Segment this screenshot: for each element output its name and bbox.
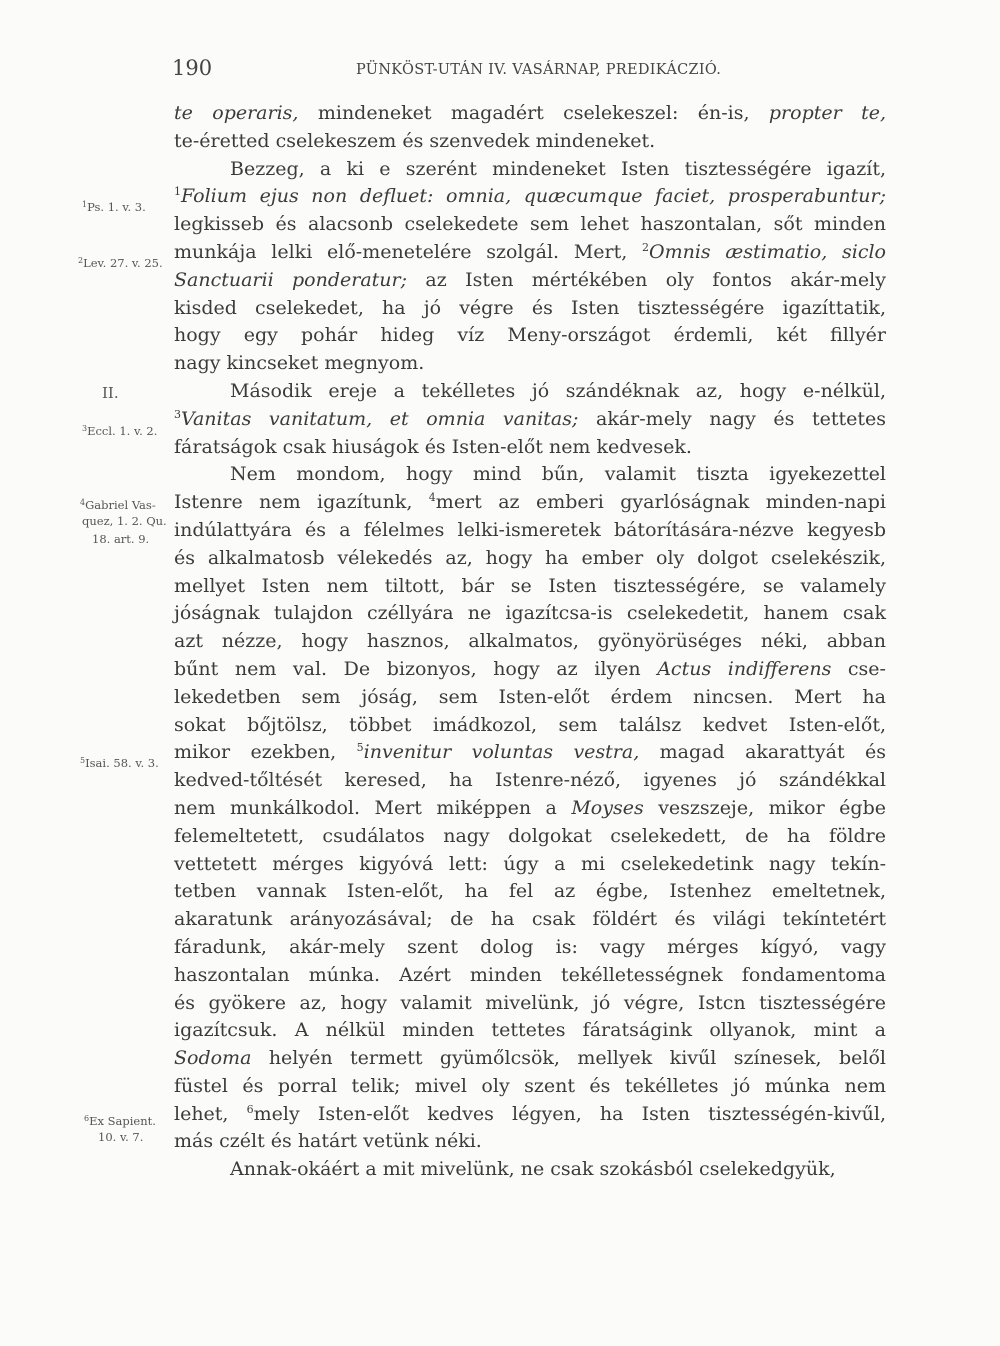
page-number: 190: [172, 56, 213, 80]
text-run: azt nézze, hogy hasznos, alkalmatos, gyönyörüséges néki, abban: [174, 630, 886, 653]
margin-note-text: 18. art. 9.: [92, 532, 150, 546]
margin-note-text: Ps. 1. v. 3.: [87, 200, 146, 214]
text-run: mely Isten-előt kedves légyen, ha Isten tisztességén-kivűl,: [253, 1102, 886, 1125]
footnote-marker: 6: [246, 1102, 254, 1116]
margin-note-text: Gabriel Vas-: [85, 498, 156, 512]
text-run: Második ereje a tekélletes jó szándéknak az, hogy e-nélkül,: [230, 379, 886, 402]
text-line: [174, 239, 886, 267]
text-line: [174, 962, 886, 990]
text-run: cse-: [831, 657, 886, 680]
text-line: [174, 573, 886, 601]
body-text: [174, 100, 886, 1184]
text-run: fáradunk, akár-mely szent dolog is: vagy mérges kígyó, vagy: [174, 935, 886, 958]
margin-note-marker: 4: [80, 498, 86, 507]
latin-phrase: Vanitas vanitatum, et omnia vanitas;: [181, 407, 579, 430]
text-run: vettetett mérges kigyóvá lett: úgy a mi cselekedetink nagy tekín-: [174, 852, 886, 875]
text-run: kisded cselekedet, ha jó végre és Isten tisztességére igazíttatik,: [174, 296, 886, 319]
margin-note-marker: 6: [84, 1114, 90, 1123]
text-line: [174, 267, 886, 295]
text-line: [174, 1045, 886, 1073]
text-line: [174, 628, 886, 656]
margin-note-marker: 5: [80, 756, 86, 765]
text-run: Istenre nem igazítunk,: [174, 491, 429, 514]
text-line: [174, 795, 886, 823]
text-line: [174, 211, 886, 239]
text-line: [174, 156, 886, 184]
text-run: füstel és porral telik; mivel oly szent és tekélletes jó múnka nem: [174, 1074, 886, 1097]
margin-note: [98, 1130, 143, 1144]
text-line: [174, 823, 886, 851]
text-run: akár-mely nagy és tettetes: [578, 407, 886, 430]
latin-phrase: Omnis æstimatio, siclo: [649, 240, 886, 263]
text-run: akaratunk arányozásával; de ha csak földért és világi tekíntetért: [174, 908, 886, 931]
text-line: [174, 100, 886, 128]
text-run: jóságnak tulajdon czéllyára ne igazítcsa-is cselekedetit, hanem csak: [174, 602, 886, 625]
text-run: mindeneket magadért cselekeszel: én-is,: [298, 102, 769, 124]
margin-note-text: 10. v. 7.: [98, 1130, 144, 1144]
margin-note: [80, 754, 159, 770]
text-run: mikor ezekben,: [174, 741, 357, 764]
text-run: az Isten mértékében oly fontos akár-mely: [407, 268, 886, 291]
text-line: [174, 183, 886, 211]
text-line: [174, 517, 886, 545]
latin-phrase: Sanctuarii ponderatur;: [174, 268, 408, 291]
margin-note: [82, 198, 146, 214]
text-run: kedved-tőltését keresed, ha Istenre-néző, igyenes jó szándékkal: [174, 769, 886, 792]
margin-note: [80, 496, 156, 512]
text-line: [174, 878, 886, 906]
margin-note-text: Lev. 27. v. 25.: [83, 256, 163, 270]
latin-phrase: Folium ejus non defluet: omnia, quæcumque faciet, prosperabuntur;: [181, 185, 886, 208]
latin-phrase: te operaris,: [174, 102, 299, 124]
margin-note-text: quez, 1. 2. Qu.: [82, 514, 167, 528]
margin-note-text: Ex Sapient.: [89, 1114, 156, 1128]
margin-note-marker: 3: [82, 424, 88, 433]
text-run: nagy kincseket megnyom.: [174, 352, 425, 375]
text-line: [174, 934, 886, 962]
text-run: lekedetben sem jóság, sem Isten-előt érdem nincsen. Mert ha: [174, 685, 886, 708]
text-line: [174, 1101, 886, 1129]
margin-note-text: Eccl. 1. v. 2.: [87, 424, 158, 438]
margin-note: [78, 254, 163, 270]
text-run: legkisseb és alacsonb cselekedete sem lehet haszontalan, sőt minden: [174, 213, 886, 236]
text-line: [174, 545, 886, 573]
margin-note-text: Isai. 58. v. 3.: [85, 756, 159, 770]
text-run: felemeltetett, csudálatos nagy dolgokat cselekedett, de ha földre: [174, 824, 886, 847]
text-line: [174, 378, 886, 406]
text-run: indúlattyára és a félelmes lelki-ismeretek bátorítására-nézve kegyesb: [174, 518, 886, 541]
margin-note: [82, 514, 167, 528]
text-run: magad akarattyát és: [639, 741, 887, 764]
running-head: PÜNKÖST-UTÁN IV. VASÁRNAP, PREDIKÁCZIÓ.: [356, 62, 722, 78]
page-header: [0, 56, 1000, 86]
text-run: mert az emberi gyarlóságnak minden-napi: [435, 491, 886, 514]
text-run: veszszeje, mikor égbe: [643, 796, 886, 819]
footnote-marker: 1: [174, 185, 181, 199]
text-run: más czélt és határt vetünk néki.: [174, 1130, 482, 1153]
latin-phrase: Moyses: [571, 796, 644, 819]
text-line: [174, 851, 886, 879]
footnote-marker: 5: [356, 741, 364, 755]
text-run: hogy egy pohár hideg víz Meny-országot érdemli, két fillyér: [174, 324, 886, 347]
text-line: [174, 600, 886, 628]
text-line: [174, 712, 886, 740]
text-line: [174, 406, 886, 434]
text-run: tetben vannak Isten-előt, ha fel az égbe, Istenhez emeltetnek,: [174, 880, 886, 903]
text-line: [174, 489, 886, 517]
margin-note: [92, 532, 149, 546]
text-run: igazítcsuk. A nélkül minden tettetes fáratságink ollyanok, mint a: [174, 1019, 886, 1042]
text-line: [174, 461, 886, 489]
text-run: te-éretted cselekeszem és szenvedek mindeneket.: [174, 129, 656, 152]
text-run: és gyökere az, hogy valamit mivelünk, jó végre, Istcn tisztességére: [174, 991, 886, 1014]
footnote-marker: 2: [642, 240, 650, 254]
text-line: [174, 656, 886, 684]
latin-phrase: propter te,: [768, 102, 886, 124]
text-run: helyén termett gyümőlcsök, mellyek kivűl színesek, belől: [251, 1047, 886, 1070]
margin-note: [82, 422, 157, 438]
text-line: [174, 990, 886, 1018]
margin-note: [84, 1112, 156, 1128]
text-run: nem munkálkodol. Mert miképpen a: [174, 796, 572, 819]
latin-phrase: invenitur voluntas vestra,: [363, 741, 640, 764]
text-line: [174, 434, 886, 462]
text-run: bűnt nem val. De bizonyos, hogy az ilyen: [174, 657, 658, 680]
text-run: lehet,: [174, 1102, 247, 1125]
text-line: [174, 767, 886, 795]
footnote-marker: 4: [428, 491, 436, 505]
text-run: Nem mondom, hogy mind bűn, valamit tiszta igyekezettel: [230, 463, 886, 486]
text-line: [174, 739, 886, 767]
text-line: [174, 350, 886, 378]
text-line: [174, 1073, 886, 1101]
margin-note-text: II.: [102, 384, 119, 402]
margin-note-marker: 1: [82, 200, 88, 209]
text-run: mellyet Isten nem tiltott, bár se Isten tisztességére, se valamely: [174, 574, 886, 597]
latin-phrase: Actus indifferens: [657, 657, 832, 680]
margin-note-marker: 2: [78, 256, 84, 265]
footnote-marker: 3: [174, 407, 181, 421]
text-line: [174, 1156, 886, 1184]
text-line: [174, 1017, 886, 1045]
text-line: [174, 1128, 886, 1156]
text-run: Bezzeg, a ki e szerént mindeneket Isten tisztességére igazít,: [230, 157, 886, 180]
text-run: és alkalmatosb vélekedés az, hogy ha ember oly dolgot cselekészik,: [174, 546, 886, 569]
latin-phrase: Sodoma: [174, 1047, 252, 1070]
text-run: sokat bőjtölsz, többet imádkozol, sem találsz kedvet Isten-előt,: [174, 713, 886, 736]
text-run: fáratságok csak hiuságok és Isten-előt nem kedvesek.: [174, 435, 692, 458]
text-line: [174, 906, 886, 934]
text-line: [174, 322, 886, 350]
text-line: [174, 295, 886, 323]
margin-note: [102, 386, 119, 400]
text-run: munkája lelki elő-menetelére szolgál. Mert,: [174, 240, 643, 263]
text-line: [174, 128, 886, 156]
text-run: haszontalan múnka. Azért minden tekélletességnek fondamentoma: [174, 963, 886, 986]
text-run: Annak-okáért a mit mivelünk, ne csak szokásból cselekedgyük,: [230, 1158, 836, 1181]
text-line: [174, 684, 886, 712]
